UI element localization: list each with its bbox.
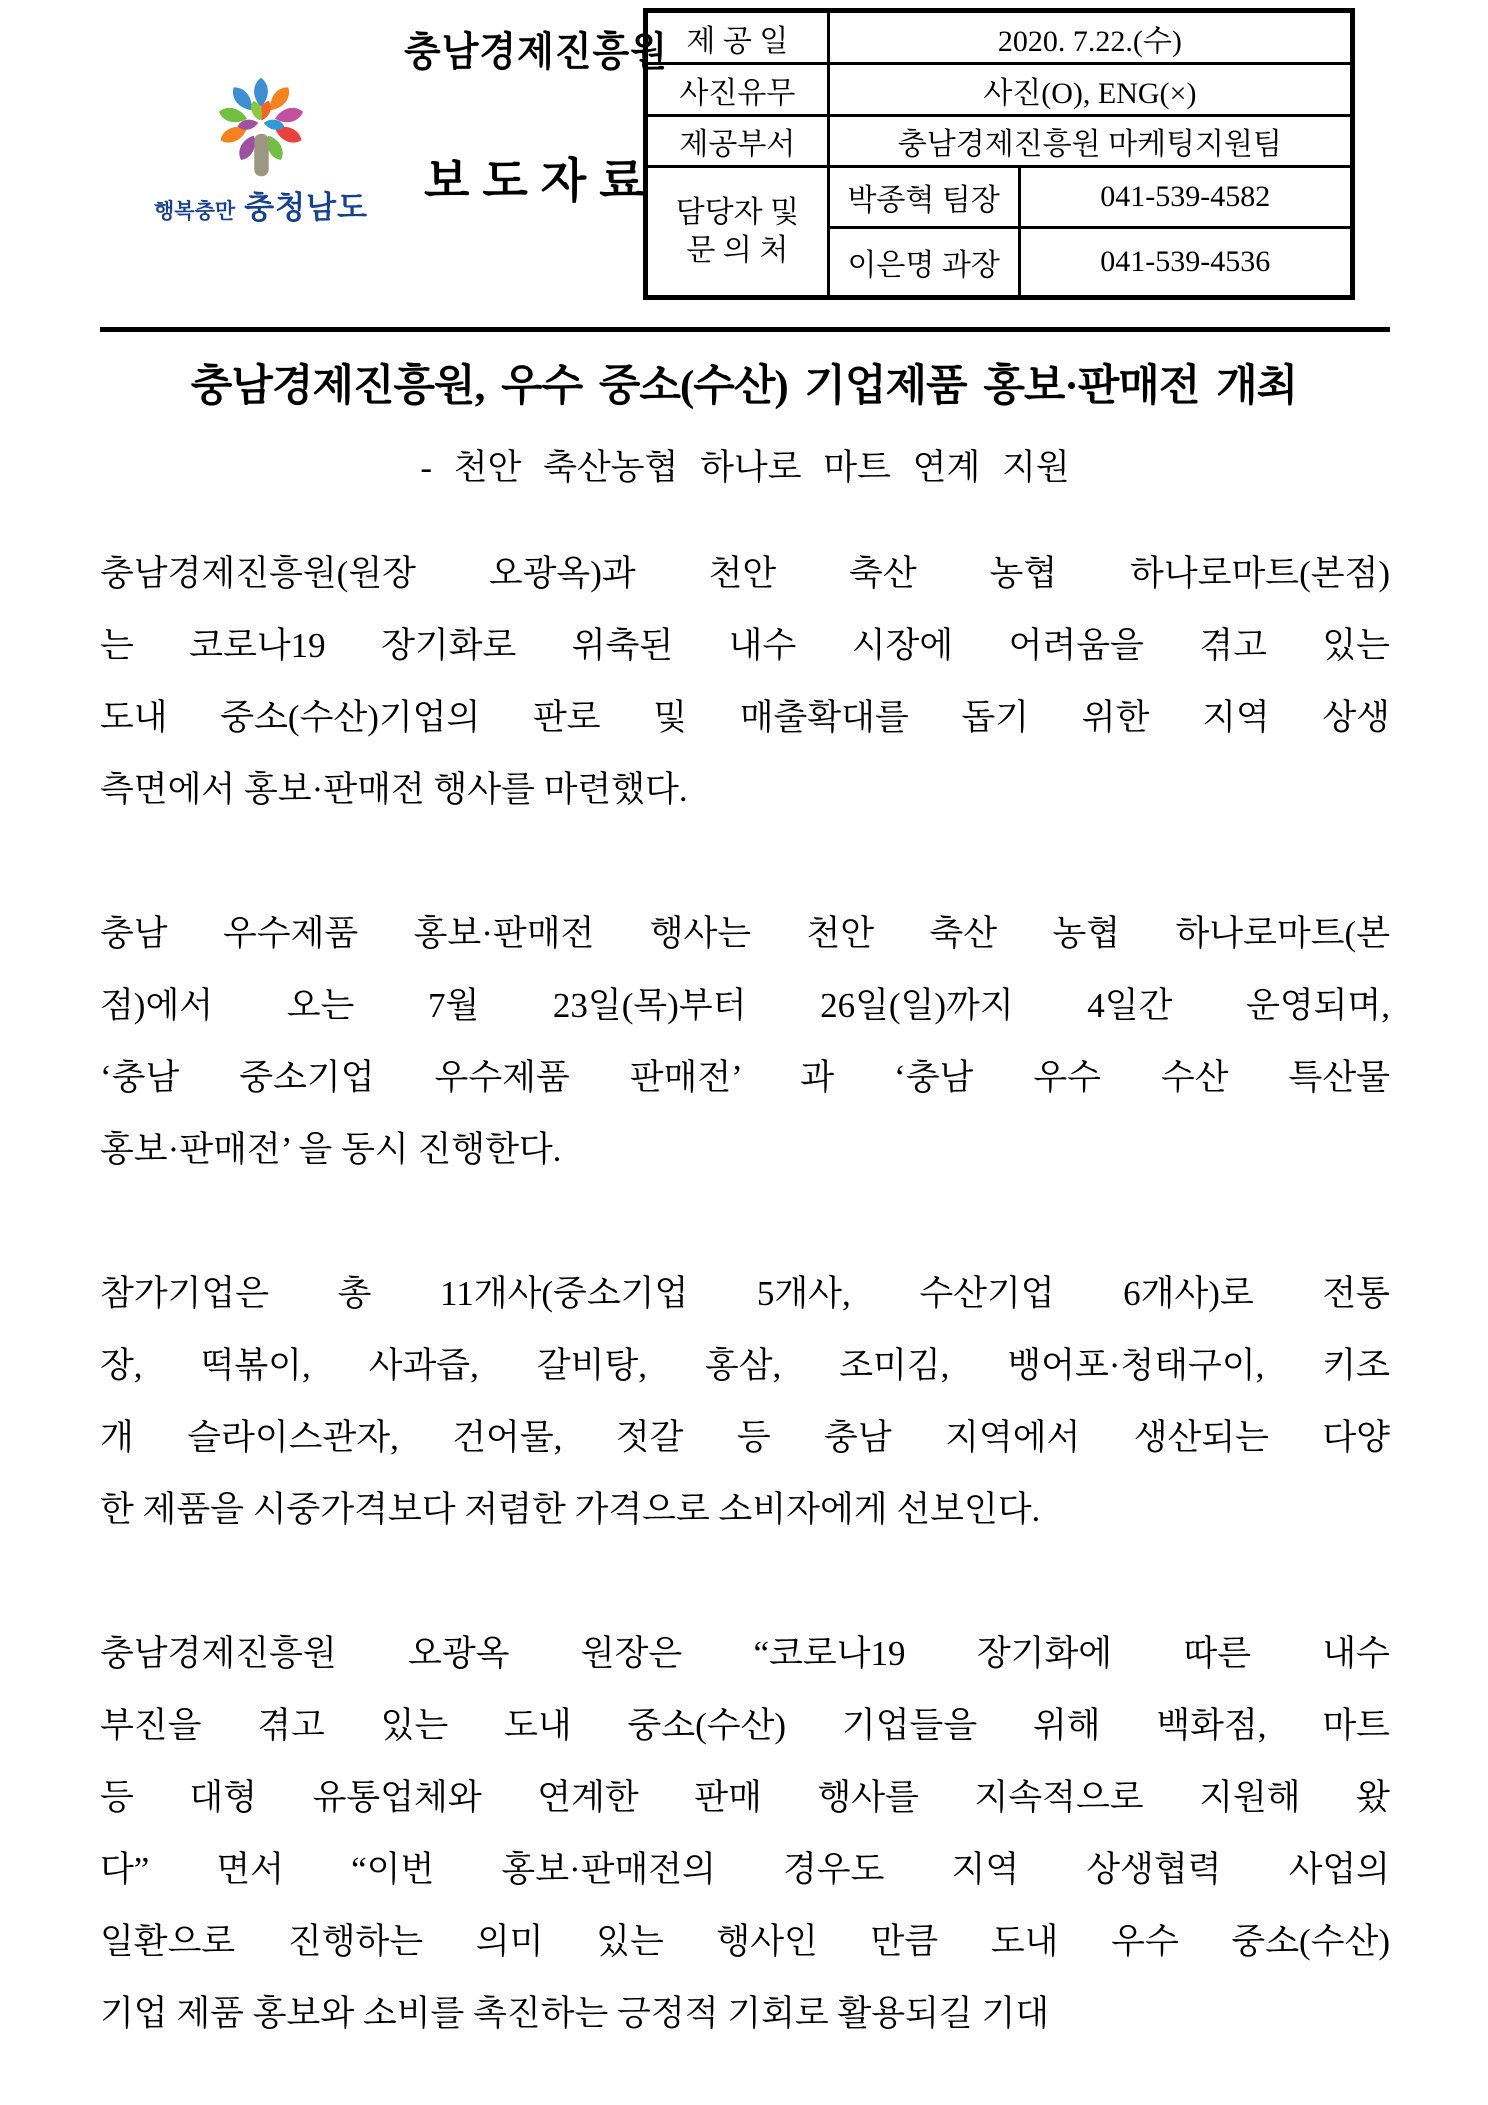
header-divider [100, 327, 1390, 332]
body-line: 도내 중소(수산)기업의 판로 및 매출확대를 돕기 위한 지역 상생 [100, 698, 1390, 737]
paragraph [100, 1258, 1390, 1546]
table-row [646, 167, 1353, 228]
info-label-dept: 제공부서 [646, 116, 829, 167]
paragraph [100, 538, 1390, 826]
body-line: 참가기업은 총 11개사(중소기업 5개사, 수산기업 6개사)로 전통 [100, 1274, 1390, 1313]
body-line: 일환으로 진행하는 의미 있는 행사인 만큼 도내 우수 중소(수산) [100, 1922, 1390, 1961]
body-line: 충남경제진흥원 오광옥 원장은 “코로나19 장기화에 따른 내수 [100, 1634, 1390, 1673]
body-line: ‘충남 중소기업 우수제품 판매전’ 과 ‘충남 우수 수산 특산물 [100, 1058, 1390, 1097]
logo-region: 충청남도 [244, 190, 368, 225]
chungnam-logo [146, 76, 376, 227]
info-label-photo: 사진유무 [646, 64, 829, 116]
contact-label-line2: 문 의 처 [686, 233, 789, 267]
body-line: 장, 떡볶이, 사과즙, 갈비탕, 홍삼, 조미김, 뱅어포·청태구이, 키조 [100, 1346, 1390, 1385]
body-line: 개 슬라이스관자, 건어물, 젓갈 등 충남 지역에서 생산되는 다양 [100, 1418, 1390, 1457]
info-value-dept: 충남경제진흥원 마케팅지원팀 [828, 116, 1352, 167]
contact-phone-2: 041-539-4536 [1019, 228, 1352, 298]
body-line: 다” 면서 “이번 홍보·판매전의 경우도 지역 상생협력 사업의 [100, 1850, 1390, 1889]
body-text [100, 538, 1390, 2050]
table-row [646, 116, 1353, 167]
body-line: 기업 제품 홍보와 소비를 촉진하는 긍정적 기회로 활용되길 기대 [100, 1994, 1050, 2033]
body-line: 등 대형 유통업체와 연계한 판매 행사를 지속적으로 지원해 왔 [100, 1778, 1390, 1817]
logo-tagline [146, 182, 376, 227]
org-name: 충남경제진흥원 [404, 30, 668, 75]
body-line: 측면에서 홍보·판매전 행사를 마련했다. [100, 770, 688, 809]
doc-type-label: 보도자료 [424, 156, 658, 208]
info-value-photo: 사진(O), ENG(×) [828, 64, 1352, 116]
info-label-date: 제 공 일 [646, 11, 829, 64]
contact-name-2: 이은명 과장 [828, 228, 1019, 298]
logo-slogan: 행복충만 [154, 200, 236, 223]
page-subtitle: - 천안 축산농협 하나로 마트 연계 지원 [420, 448, 1070, 487]
body-line: 부진을 겪고 있는 도내 중소(수산) 기업들을 위해 백화점, 마트 [100, 1706, 1390, 1745]
table-row [646, 64, 1353, 116]
body-line: 홍보·판매전’ 을 동시 진행한다. [100, 1130, 562, 1169]
contact-name-1: 박종혁 팀장 [828, 167, 1019, 228]
info-value-date: 2020. 7.22.(수) [828, 11, 1352, 64]
paragraph [100, 898, 1390, 1186]
page-title: 충남경제진흥원, 우수 중소(수산) 기업제품 홍보·판매전 개최 [190, 363, 1298, 410]
paragraph [100, 1618, 1390, 2050]
body-line: 한 제품을 시중가격보다 저렴한 가격으로 소비자에게 선보인다. [100, 1490, 1041, 1529]
logo-tree-icon [197, 76, 325, 182]
table-row [646, 11, 1353, 64]
press-info-table [643, 8, 1355, 300]
contact-label-line1: 담당자 및 [675, 195, 800, 229]
contact-phone-1: 041-539-4582 [1019, 167, 1352, 228]
body-line: 충남경제진흥원(원장 오광옥)과 천안 축산 농협 하나로마트(본점) [100, 554, 1390, 593]
body-line: 점)에서 오는 7월 23일(목)부터 26일(일)까지 4일간 운영되며, [100, 986, 1390, 1025]
logo-trunk [254, 134, 268, 176]
body-line: 충남 우수제품 홍보·판매전 행사는 천안 축산 농협 하나로마트(본 [100, 914, 1390, 953]
body-line: 는 코로나19 장기화로 위축된 내수 시장에 어려움을 겪고 있는 [100, 626, 1390, 665]
contact-label [646, 167, 829, 298]
